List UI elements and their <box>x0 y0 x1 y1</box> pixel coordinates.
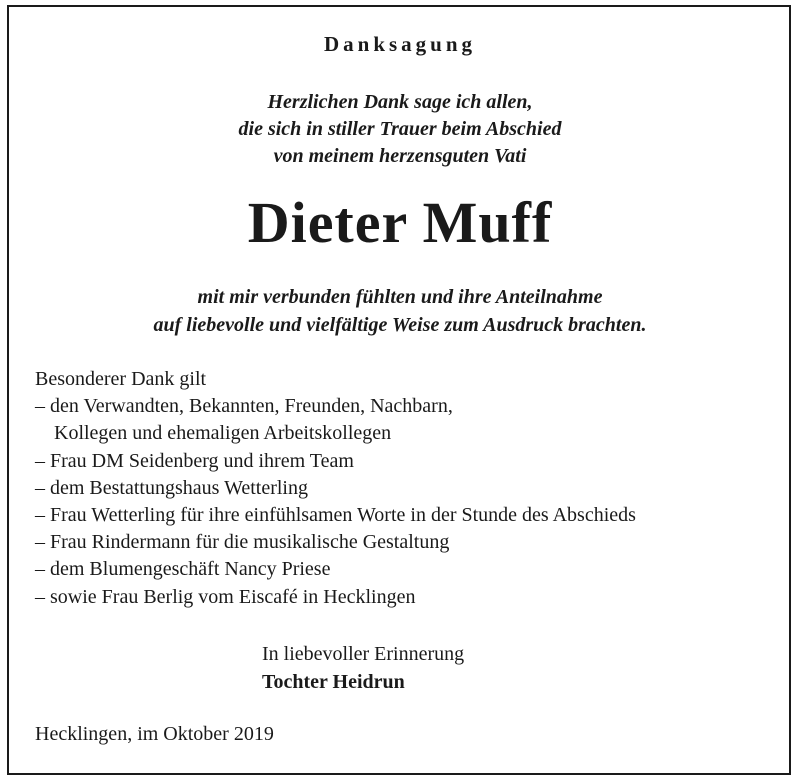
signature-block <box>262 640 464 696</box>
outro-text <box>0 283 800 339</box>
thanks-item: – Frau DM Seidenberg und ihrem Team <box>35 449 354 472</box>
signer-name: Tochter Heidrun <box>262 671 405 693</box>
thanks-item-continuation: Kollegen und ehemaligen Arbeitskollegen <box>54 422 392 445</box>
thanks-item: – sowie Frau Berlig vom Eiscafé in Hecklingen <box>35 585 416 608</box>
notice-heading: Danksagung <box>323 32 477 56</box>
thanks-item: – dem Blumengeschäft Nancy Priese <box>35 558 331 581</box>
thanks-item: – dem Bestattungshaus Wetterling <box>35 476 308 499</box>
deceased-name: Dieter Muff <box>247 190 553 255</box>
intro-text <box>0 89 800 170</box>
closing-phrase: In liebevoller Erinnerung <box>262 643 465 665</box>
thanks-item: – Frau Wetterling für ihre einfühlsamen Worte in der Stunde des Abschieds <box>35 504 636 527</box>
intro-line: Herzlichen Dank sage ich allen, <box>267 91 533 113</box>
thanks-item: – Frau Rindermann für die musikalische Gestaltung <box>35 531 450 554</box>
thanks-intro: Besonderer Dank gilt <box>35 368 207 390</box>
outro-line: auf liebevolle und vielfältige Weise zum Ausdruck brachten. <box>153 314 647 336</box>
intro-line: von meinem herzensguten Vati <box>273 145 527 167</box>
thanks-item: – den Verwandten, Bekannten, Freunden, Nachbarn, <box>35 395 453 418</box>
thanks-list <box>35 366 775 611</box>
outro-line: mit mir verbunden fühlten und ihre Anteilnahme <box>197 286 603 308</box>
place-date: Hecklingen, im Oktober 2019 <box>35 723 274 745</box>
intro-line: die sich in stiller Trauer beim Abschied <box>238 118 562 140</box>
